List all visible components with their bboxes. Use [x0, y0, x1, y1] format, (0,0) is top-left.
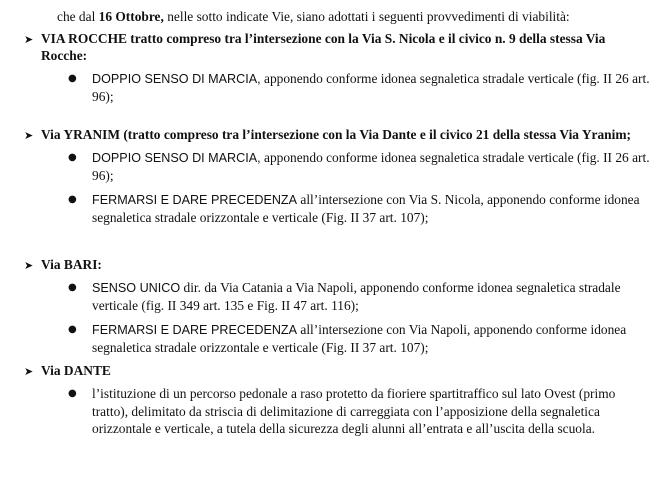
section-via-yranim	[24, 126, 654, 233]
section-via-rocche	[24, 30, 654, 112]
section-via-dante	[24, 362, 654, 444]
list-item	[24, 321, 654, 356]
provision-list	[24, 385, 654, 437]
section-via-bari	[24, 256, 654, 363]
section-heading	[24, 126, 654, 143]
provision-text: all’intersezione con Via Napoli, apponendo conforme idonea segnaletica stradale orizzontale e verticale (Fig. II 37 art. 107);	[92, 322, 627, 355]
intro-post: nelle sotto indicate Vie, siano adottati i seguenti provvedimenti di viabilità:	[163, 9, 570, 24]
section-heading	[24, 30, 654, 64]
section-heading-text: Via DANTE	[41, 363, 111, 378]
provision-list	[24, 70, 654, 105]
section-heading-text: VIA ROCCHE tratto compreso tra l’intersezione con la Via S. Nicola e il civico n. 9 della stessa Via Rocche:	[41, 31, 606, 63]
provision-text: apponendo conforme idonea segnaletica stradale verticale (fig. II 26 art. 96);	[92, 150, 650, 183]
arrow-bullet-icon: ➤	[24, 129, 34, 142]
provision-list	[24, 149, 654, 226]
provision-text: l’istituzione di un percorso pedonale a raso protetto da fioriere spartitraffico sul lato Ovest (primo tratto), delimitato da striscia di delimitazione di carreggiata con l’apposizione della segnaletica orizzontale e verticale, a tutela della sicurezza degli alunni all’entrata e all’uscita della scuola.	[92, 386, 616, 436]
bullet-icon: ●	[68, 324, 77, 335]
section-heading	[24, 362, 654, 379]
provision-list	[24, 279, 654, 356]
section-heading-text: Via BARI:	[41, 257, 102, 272]
arrow-bullet-icon: ➤	[24, 365, 34, 378]
provision-text: apponendo conforme idonea segnaletica stradale verticale (fig. II 26 art. 96);	[92, 71, 650, 104]
provision-lead: FERMARSI E DARE PRECEDENZA	[92, 193, 298, 207]
list-item	[24, 149, 654, 184]
provision-text: dir. da Via Catania a Via Napoli, apponendo conforme idonea segnaletica stradale verticale (fig. II 349 art. 135 e Fig. II 47 art. 116);	[92, 280, 621, 313]
list-item	[24, 191, 654, 226]
bullet-icon: ●	[68, 388, 77, 399]
bullet-icon: ●	[68, 282, 77, 293]
intro-date: 16 Ottobre,	[98, 9, 164, 24]
arrow-bullet-icon: ➤	[24, 33, 34, 46]
list-item	[24, 279, 654, 314]
list-item	[24, 70, 654, 105]
provision-lead: DOPPIO SENSO DI MARCIA,	[92, 72, 261, 86]
provision-lead: DOPPIO SENSO DI MARCIA,	[92, 151, 261, 165]
provision-lead: SENSO UNICO	[92, 281, 181, 295]
provision-lead: FERMARSI E DARE PRECEDENZA	[92, 323, 298, 337]
arrow-bullet-icon: ➤	[24, 259, 34, 272]
section-heading-text: Via YRANIM (tratto compreso tra l’intersezione con la Via Dante e il civico 21 della stessa Via Yranim;	[41, 127, 631, 142]
bullet-icon: ●	[68, 194, 77, 205]
list-item	[24, 385, 654, 437]
provision-text: all’intersezione con Via S. Nicola, apponendo conforme idonea segnaletica stradale orizzontale e verticale (Fig. II 37 art. 107);	[92, 192, 640, 225]
bullet-icon: ●	[68, 152, 77, 163]
bullet-icon: ●	[68, 73, 77, 84]
intro-paragraph	[57, 8, 657, 25]
section-heading	[24, 256, 654, 273]
intro-pre: che dal	[57, 9, 99, 24]
